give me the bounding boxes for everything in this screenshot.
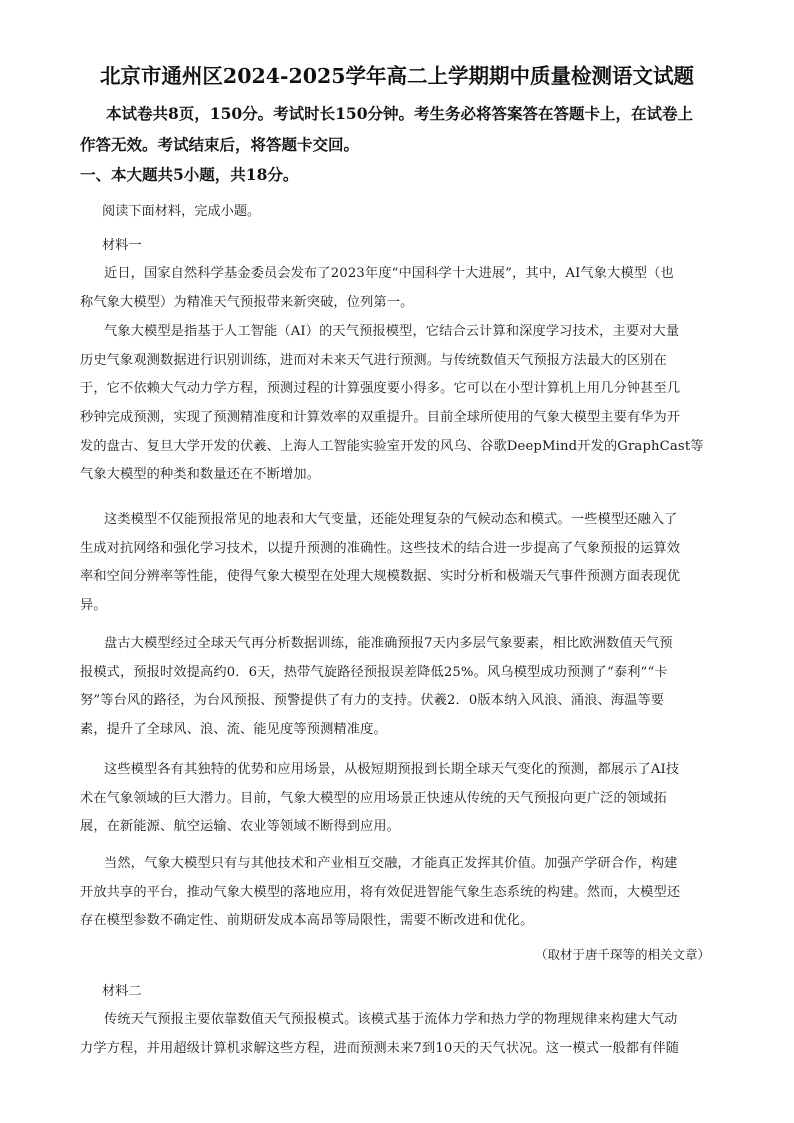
paragraph-line: 素，提升了全球风、浪、流、能见度等预测精准度。 bbox=[80, 722, 387, 738]
paragraph-line: 盘古大模型经过全球天气再分析数据训练，能准确预报7天内多层气象要素，相比欧洲数值天气预 bbox=[104, 636, 673, 651]
paragraph-4 bbox=[80, 632, 712, 747]
paragraph-line: 存在模型参数不确定性、前期研发成本高昂等局限性，需要不断改进和优化。 bbox=[80, 913, 534, 929]
paragraph-line: 术在气象领域的巨大潜力。目前，气象大模型的应用场景正快速从传统的天气预报向更广泛的领域拓 bbox=[80, 790, 667, 806]
paragraph-line: 这类模型不仅能预报常见的地表和大气变量，还能处理复杂的气候动态和模式。一些模型还融入了 bbox=[104, 512, 678, 527]
instructions-line-1: 本试卷共8页，150分。考试时长150分钟。考生务必将答案答在答题卡上，在试卷上 bbox=[106, 104, 693, 123]
material-1-label: 材料一 bbox=[102, 238, 142, 253]
material-2-paragraph bbox=[80, 1008, 712, 1065]
material-2-label: 材料二 bbox=[102, 984, 142, 999]
section-heading: 一、本大题共5小题，共18分。 bbox=[80, 165, 299, 184]
exam-instructions bbox=[80, 98, 716, 160]
source-citation: （取材于唐千琛等的相关文章） bbox=[534, 947, 710, 962]
paragraph-line: 气象大模型的种类和数量还在不断增加。 bbox=[80, 467, 321, 483]
paragraph-line: 开放共享的平台，推动气象大模型的落地应用，将有效促进智能气象生态系统的构建。然而，大模型还 bbox=[80, 884, 681, 900]
reading-instruction: 阅读下面材料，完成小题。 bbox=[102, 204, 261, 219]
paragraph-line: 发的盘古、复旦大学开发的伏羲、上海人工智能实验室开发的风乌、谷歌DeepMind开发的GraphCast等 bbox=[80, 438, 704, 454]
paragraph-line: 传统天气预报主要依靠数值天气预报模式。该模式基于流体力学和热力学的物理规律来构建大气动 bbox=[104, 1012, 678, 1027]
paragraph-line: 称气象大模型）为精准天气预报带来新突破，位列第一。 bbox=[80, 294, 414, 310]
paragraph-line: 报模式，预报时效提高约0．6天，热带气旋路径预报误差降低25%。风乌模型成功预测了“泰利”“卡 bbox=[80, 664, 668, 680]
paragraph-2 bbox=[80, 320, 712, 492]
paragraph-6 bbox=[80, 852, 712, 938]
paragraph-line: 近日，国家自然科学基金委员会发布了2023年度“中国科学十大进展”，其中，AI气象大模型（也 bbox=[104, 266, 674, 281]
page-title: 北京市通州区2024-2025学年高二上学期期中质量检测语文试题 bbox=[99, 64, 695, 88]
paragraph-line: 历史气象观测数据进行识别训练，进而对未来天气进行预测。与传统数值天气预报方法最大的区别在 bbox=[80, 352, 667, 368]
paragraph-line: 努”等台风的路径，为台风预报、预警提供了有力的支持。伏羲2．0版本纳入风浪、涌浪、海温等要 bbox=[80, 693, 665, 709]
paragraph-line: 率和空间分辨率等性能，使得气象大模型在处理大规模数据、实时分析和极端天气事件预测方面表现优 bbox=[80, 569, 681, 585]
paragraph-line: 秒钟完成预测，实现了预测精准度和计算效率的双重提升。目前全球所使用的气象大模型主要有华为开 bbox=[80, 410, 681, 426]
instructions-line-2: 作答无效。考试结束后，将答题卡交回。 bbox=[80, 135, 360, 154]
paragraph-line: 于，它不依赖大气动力学方程，预测过程的计算强度要小得多。它可以在小型计算机上用几分钟甚至几 bbox=[80, 381, 681, 397]
paragraph-line: 当然，气象大模型只有与其他技术和产业相互交融，才能真正发挥其价值。加强产学研合作，构建 bbox=[104, 856, 678, 871]
paragraph-line: 这些模型各有其独特的优势和应用场景，从极短期预报到长期全球天气变化的预测，都展示了AI技 bbox=[104, 762, 680, 777]
paragraph-line: 生成对抗网络和强化学习技术，以提升预测的准确性。这些技术的结合进一步提高了气象预报的运算效 bbox=[80, 540, 681, 556]
paragraph-3 bbox=[80, 508, 712, 623]
paragraph-line: 展，在新能源、航空运输、农业等领域不断得到应用。 bbox=[80, 819, 401, 835]
paragraph-line: 力学方程，并用超级计算机求解这些方程，进而预测未来7到10天的天气状况。这一模式一般都有伴随 bbox=[80, 1040, 680, 1056]
paragraph-5 bbox=[80, 758, 712, 844]
paragraph-line: 气象大模型是指基于人工智能（AI）的天气预报模型，它结合云计算和深度学习技术，主要对大量 bbox=[104, 324, 680, 339]
paragraph-1 bbox=[80, 262, 712, 319]
paragraph-line: 异。 bbox=[80, 598, 107, 614]
